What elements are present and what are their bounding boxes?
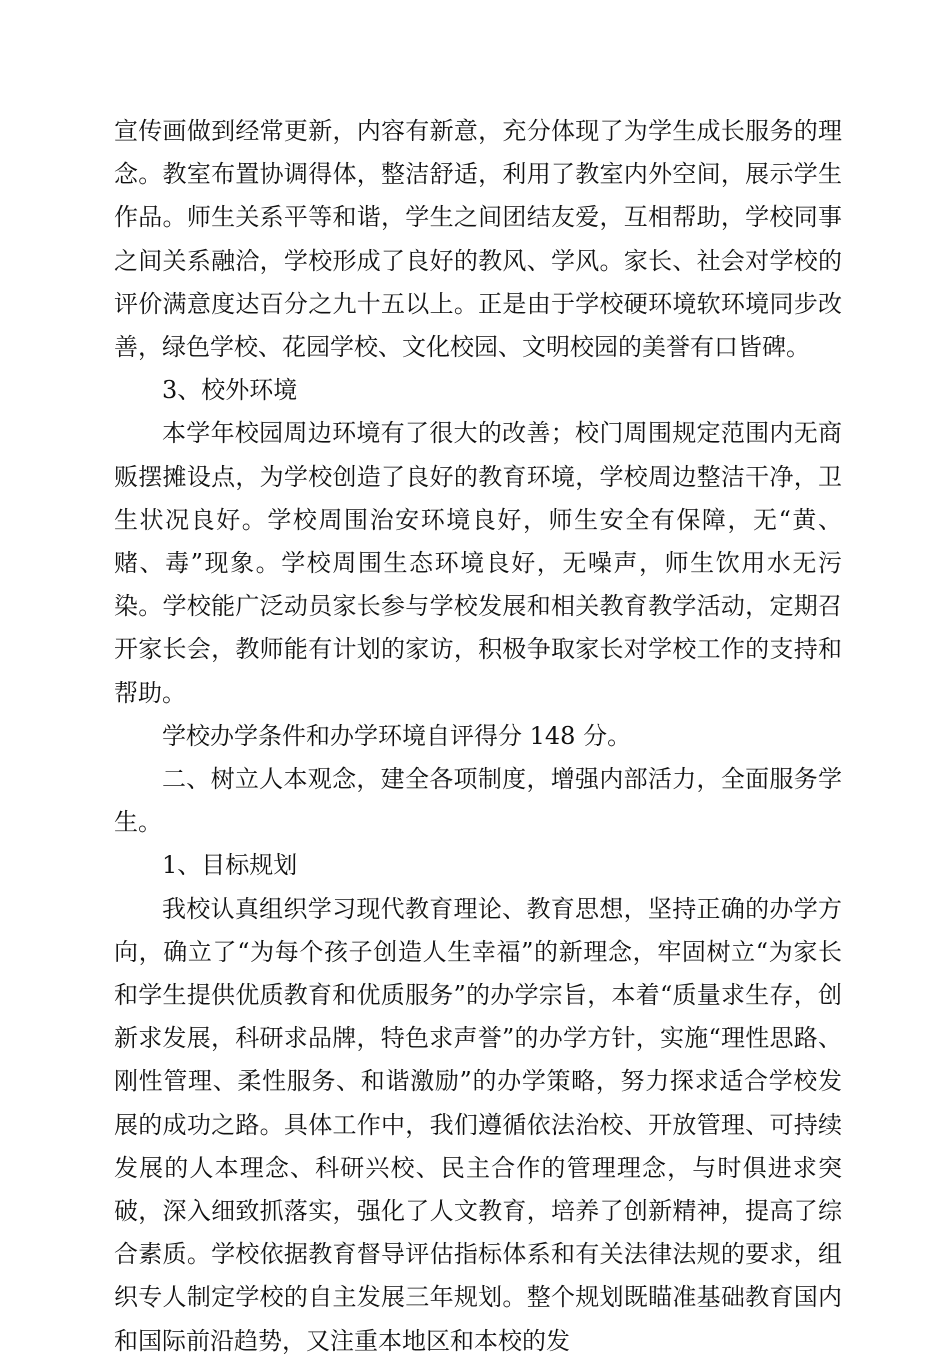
paragraph-continuation: 宣传画做到经常更新，内容有新意，充分体现了为学生成长服务的理念。教室布置协调得体，整洁舒适，利用了教室内外空间，展示学生作品。师生关系平等和谐，学生之间团结友爱，互相帮助，学校同事之间关系融洽，学校形成了良好的教风、学风。家长、社会对学校的评价满意度达百分之九十五以上。正是由于学校硬环境软环境同步改善，绿色学校、花园学校、文化校园、文明校园的美誉有口皆碑。 xyxy=(114,117,842,362)
section-heading-goal-planning: 1、目标规划 xyxy=(162,851,298,880)
section-heading-off-campus-environment: 3、校外环境 xyxy=(162,376,298,405)
section-heading-people-oriented: 二、树立人本观念，建全各项制度，增强内部活力，全面服务学生。 xyxy=(114,765,842,837)
document-body xyxy=(114,110,842,1363)
paragraph-off-campus-environment: 本学年校园周边环境有了很大的改善；校门周围规定范围内无商贩摆摊设点，为学校创造了良好的教育环境，学校周边整洁干净，卫生状况良好。学校周围治安环境良好，师生安全有保障，无“黄、赌、毒”现象。学校周围生态环境良好，无噪声，师生饮用水无污染。学校能广泛动员家长参与学校发展和相关教育教学活动，定期召开家长会，教师能有计划的家访，积极争取家长对学校工作的支持和帮助。 xyxy=(114,419,842,707)
paragraph-self-score: 学校办学条件和办学环境自评得分 148 分。 xyxy=(162,721,632,750)
paragraph-goal-planning: 我校认真组织学习现代教育理论、教育思想，坚持正确的办学方向，确立了“为每个孩子创造人生幸福”的新理念，牢固树立“为家长和学生提供优质教育和优质服务”的办学宗旨，本着“质量求生存，创新求发展，科研求品牌，特色求声誉”的办学方针，实施“理性思路、刚性管理、柔性服务、和谐激励”的办学策略，努力探求适合学校发展的成功之路。具体工作中，我们遵循依法治校、开放管理、可持续发展的人本理念、科研兴校、民主合作的管理理念，与时俱进求突破，深入细致抓落实，强化了人文教育，培养了创新精神，提高了综合素质。学校依据教育督导评估指标体系和有关法律法规的要求，组织专人制定学校的自主发展三年规划。整个规划既瞄准基础教育国内和国际前沿趋势，又注重本地区和本校的发 xyxy=(114,894,842,1355)
